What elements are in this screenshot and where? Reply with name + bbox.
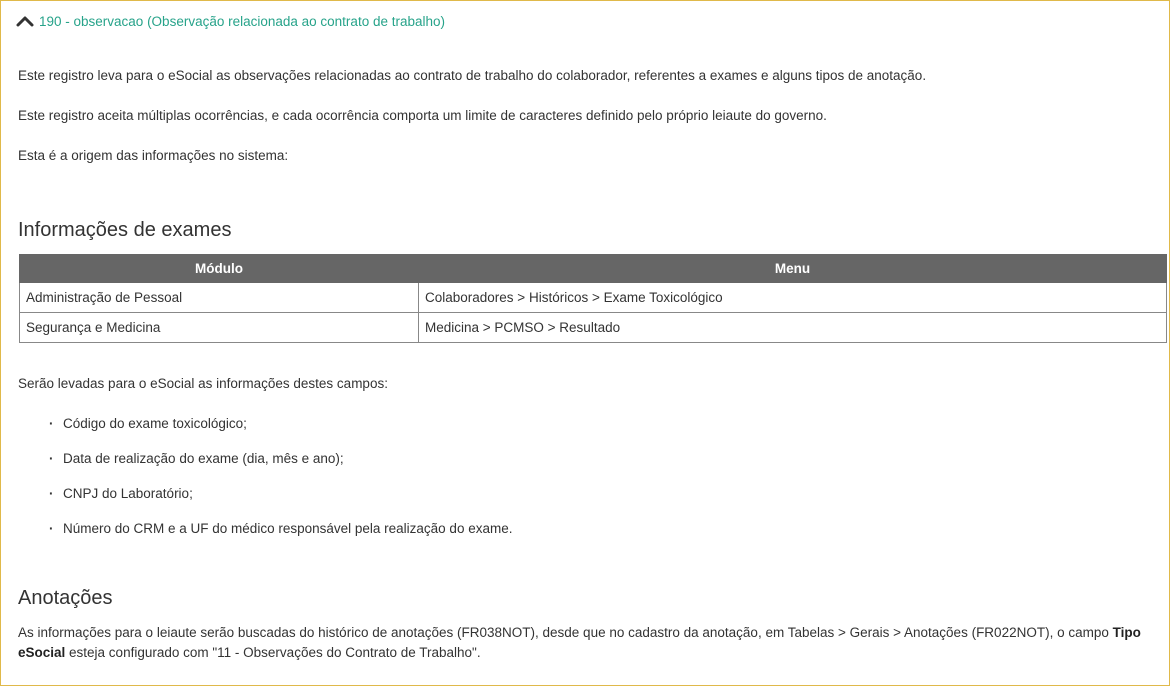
intro-paragraph-3: Esta é a origem das informações no sistema: [18, 148, 289, 163]
fields-list [49, 413, 512, 553]
list-item: · Número do CRM e a UF do médico responsável pela realização do exame. [49, 518, 512, 553]
anotacoes-paragraph [18, 623, 1168, 663]
chevron-up-icon[interactable] [15, 13, 35, 29]
table-cell-modulo: Administração de Pessoal [20, 283, 419, 313]
column-header-modulo: Módulo [20, 255, 419, 283]
section-title[interactable]: 190 - observacao (Observação relacionada ao contrato de trabalho) [39, 13, 445, 29]
exames-table [19, 254, 1167, 343]
table-row [20, 283, 1167, 313]
table-header-row [20, 255, 1167, 283]
list-item: · Código do exame toxicológico; [49, 413, 512, 448]
anotacoes-heading: Anotações [18, 587, 113, 609]
intro-paragraph-2: Este registro aceita múltiplas ocorrências, e cada ocorrência comporta um limite de caracteres definido pelo próprio leiaute do governo. [18, 108, 827, 123]
anotacoes-bold-field: Tipo eSocial [18, 625, 1141, 660]
anotacoes-text-before: As informações para o leiaute serão buscadas do histórico de anotações (FR038NOT), desde que no cadastro da anotação, em Tabelas > Gerais > Anotações (FR022NOT), o campo [18, 625, 1113, 640]
column-header-menu: Menu [419, 255, 1167, 283]
table-cell-modulo: Segurança e Medicina [20, 313, 419, 343]
list-item: · Data de realização do exame (dia, mês e ano); [49, 448, 512, 483]
anotacoes-text-after: esteja configurado com "11 - Observações do Contrato de Trabalho". [65, 645, 481, 660]
table-row [20, 313, 1167, 343]
list-item: · CNPJ do Laboratório; [49, 483, 512, 518]
fields-intro: Serão levadas para o eSocial as informações destes campos: [18, 376, 388, 391]
intro-paragraph-1: Este registro leva para o eSocial as observações relacionadas ao contrato de trabalho do colaborador, referentes a exames e alguns tipos de anotação. [18, 68, 927, 83]
collapse-header[interactable] [15, 13, 445, 29]
exames-heading: Informações de exames [18, 219, 232, 241]
table-cell-menu: Medicina > PCMSO > Resultado [419, 313, 1167, 343]
table-cell-menu: Colaboradores > Históricos > Exame Toxicológico [419, 283, 1167, 313]
